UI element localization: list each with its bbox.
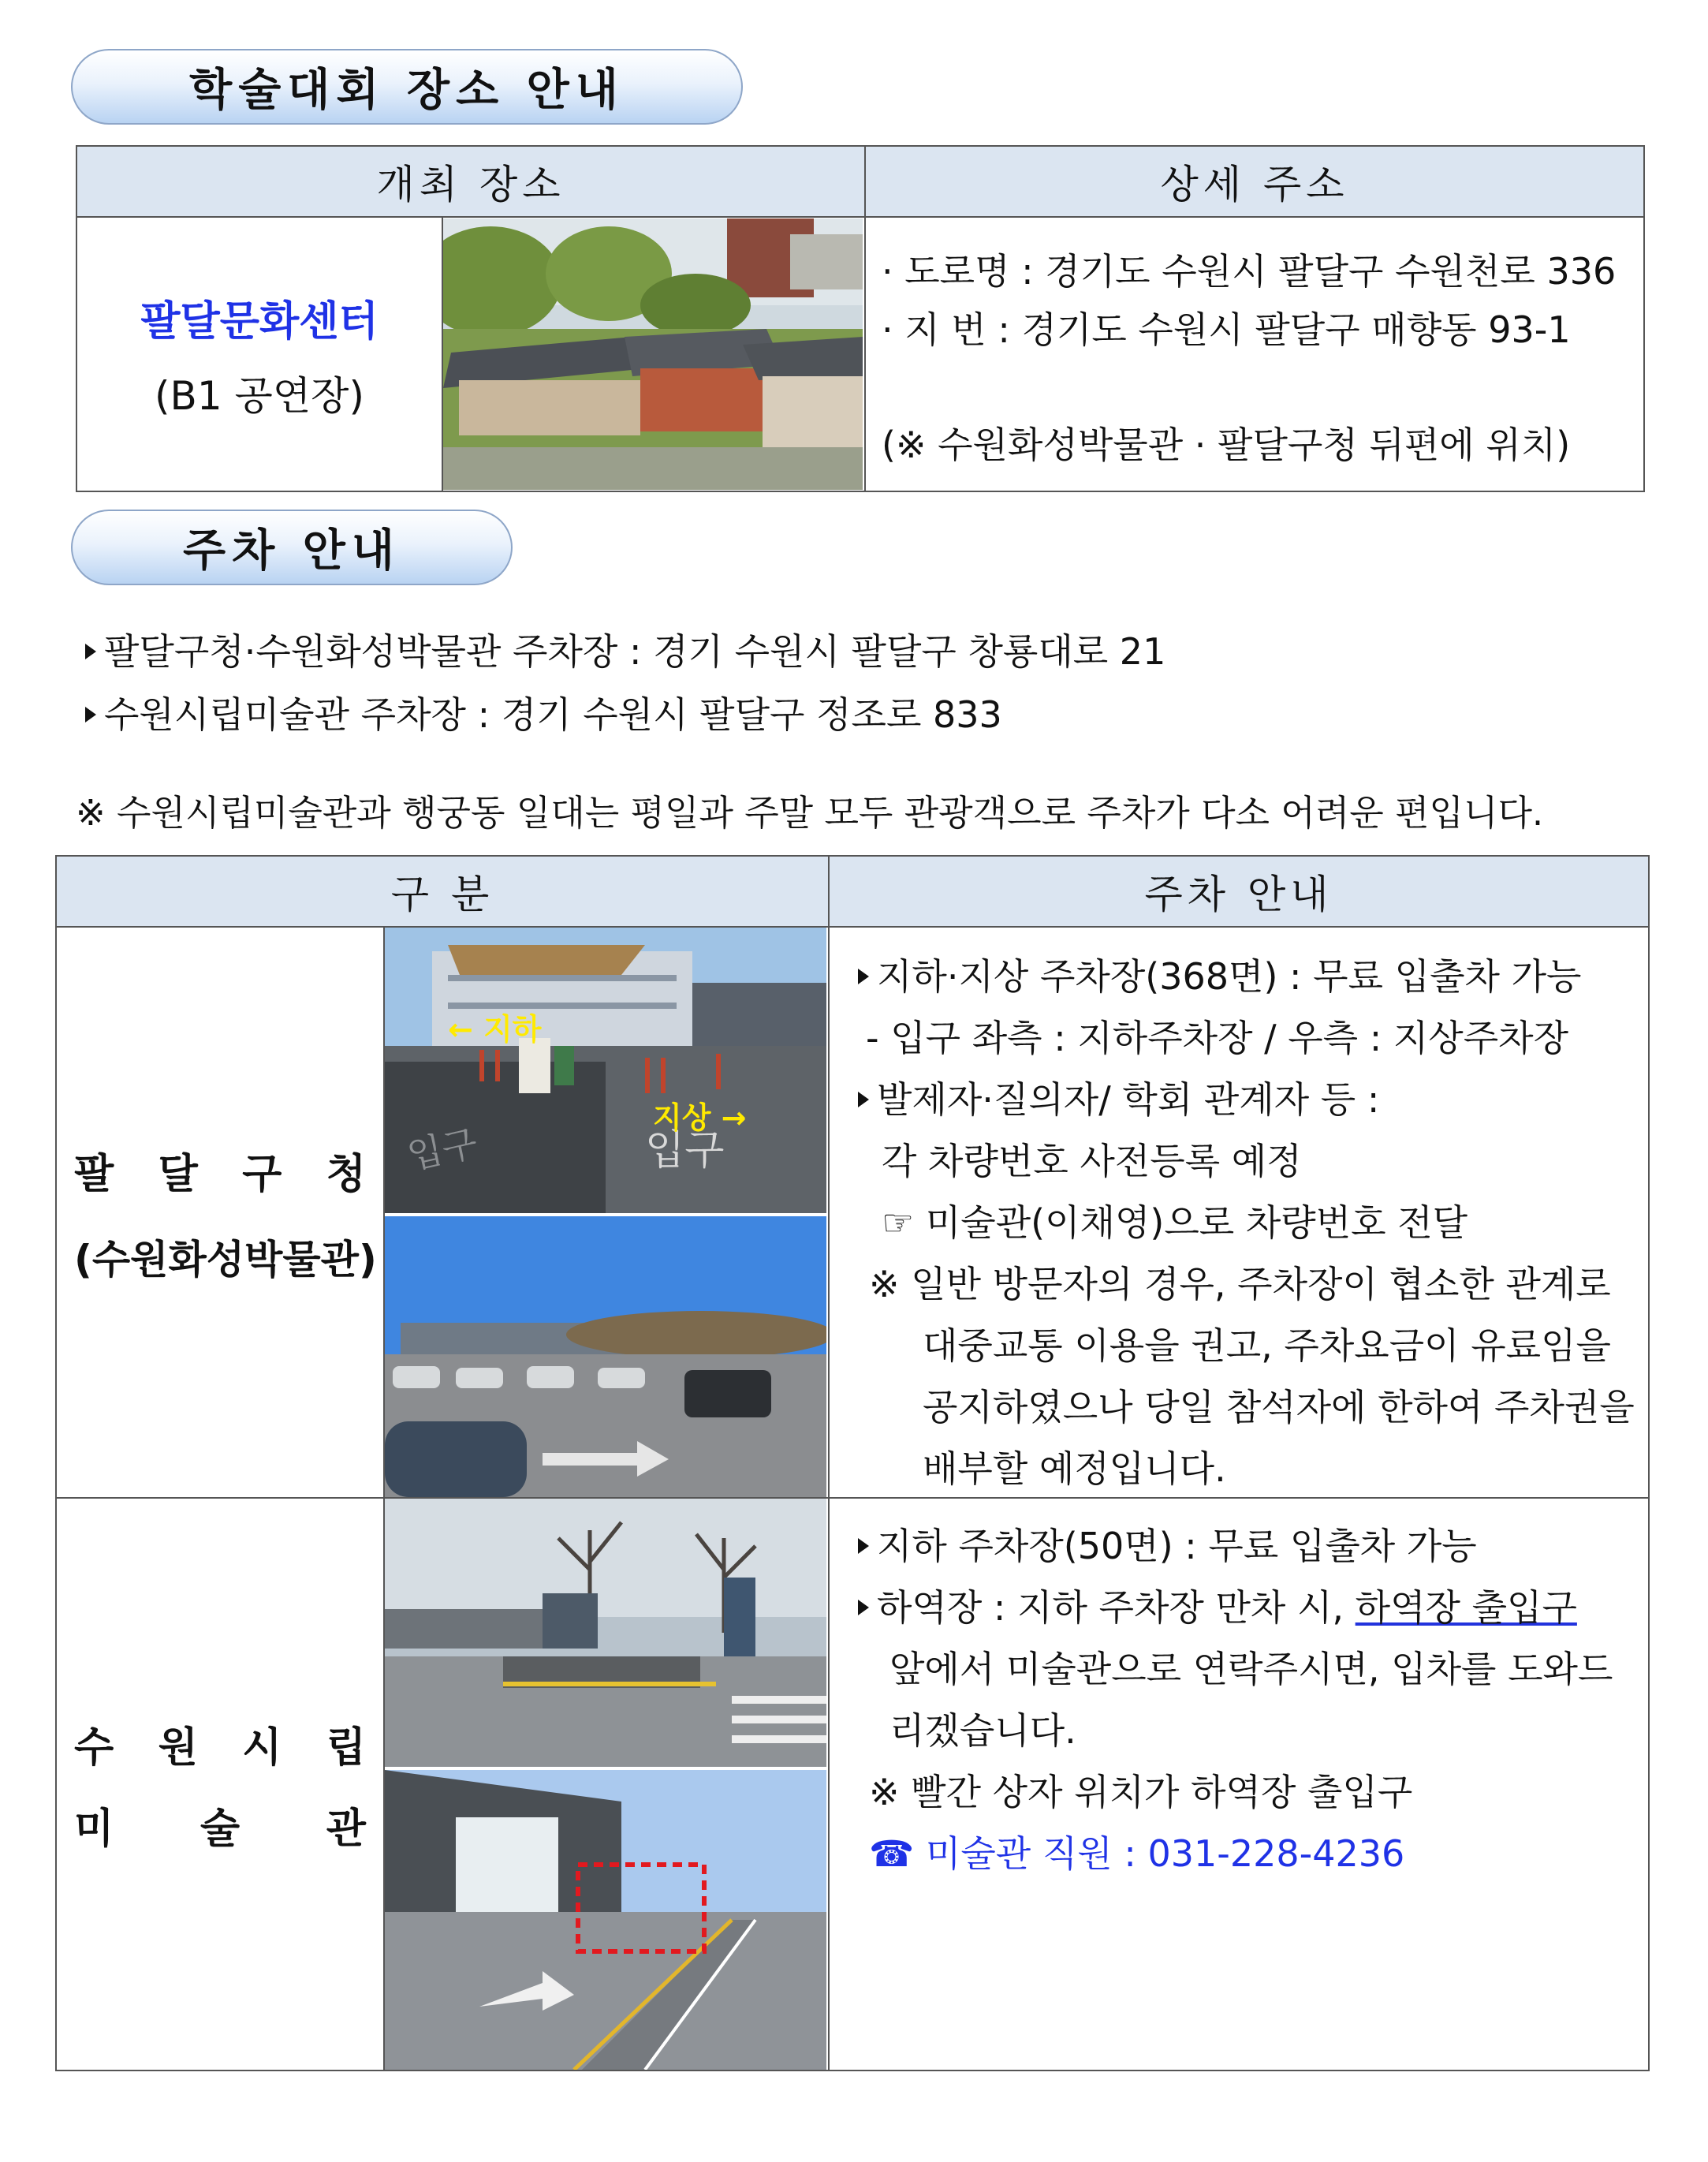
info-line: 대중교통 이용을 권고, 주차요금이 유료임을 [923, 1324, 1611, 1367]
museum-entrance-photo [385, 1499, 826, 1767]
col-venue-address: 상세 주소 [865, 146, 1644, 217]
parking-heading: 주차 안내 [71, 510, 513, 585]
col-parking-info: 주차 안내 [829, 856, 1649, 927]
venue-name-cell [76, 217, 442, 491]
row-name-museum [56, 1498, 384, 2071]
col-category: 구 분 [56, 856, 829, 927]
paldal-info [829, 927, 1649, 1498]
info-line: 배부할 예정입니다. [923, 1447, 1226, 1490]
museum-photos [384, 1498, 829, 2071]
parking-warning: ※ 수원시립미술관과 행궁동 일대는 평일과 주말 모두 관광객으로 주차가 다소 어려운 편입니다. [76, 792, 1544, 834]
info-line: - 입구 좌측 : 지하주차장 / 우측 : 지상주차장 [866, 1017, 1569, 1059]
info-line: 지하 주차장(50면) : 무료 입출차 가능 [858, 1518, 1477, 1570]
info-line: 하역장 : 지하 주차장 만차 시, 하역장 출입구 [858, 1579, 1577, 1631]
info-line: ☞ 미술관(이채영)으로 차량번호 전달 [882, 1201, 1468, 1244]
info-line: 발제자·질의자/ 학회 관계자 등 : [858, 1071, 1379, 1123]
address-lot: · 지 번 : 경기도 수원시 팔달구 매향동 93-1 [882, 308, 1571, 351]
parking-item: 팔달구청·수원화성박물관 주차장 : 경기 수원시 팔달구 창룡대로 21 [85, 623, 1165, 675]
venue-heading: 학술대회 장소 안내 [71, 49, 743, 125]
paldal-entrance-photo [385, 928, 826, 1213]
bullet-triangle-icon [85, 644, 96, 659]
address-note: (※ 수원화성박물관 · 팔달구청 뒤편에 위치) [882, 424, 1571, 466]
museum-phone: ☎ 미술관 직원 : 031-228-4236 [869, 1832, 1405, 1875]
bullet-triangle-icon [85, 707, 96, 723]
venue-name: 팔달문화센터 [140, 297, 379, 345]
venue-address-cell [865, 217, 1644, 491]
address-road: · 도로명 : 경기도 수원시 팔달구 수원천로 336 [882, 250, 1617, 293]
row-name-paldal [56, 927, 384, 1498]
info-line: ※ 일반 방문자의 경우, 주차장이 협소한 관계로 [869, 1263, 1611, 1305]
info-line: ※ 빨간 상자 위치가 하역장 출입구 [869, 1771, 1413, 1813]
svg-text:입구: 입구 [403, 1121, 481, 1178]
parking-item: 수원시립미술관 주차장 : 경기 수원시 팔달구 정조로 833 [85, 686, 1002, 738]
info-line: 공지하였으나 당일 참석자에 한하여 주차권을 [923, 1386, 1635, 1428]
label-underground: ← 지하 [448, 1012, 542, 1047]
row-name-line2: 미 술 관 [74, 1805, 366, 1853]
parking-table [55, 855, 1650, 2071]
row-name-line1: 수 원 시 립 [74, 1724, 366, 1772]
bullet-triangle-icon [858, 1600, 869, 1615]
venue-hall: (B1 공연장) [155, 372, 364, 419]
paldal-lot-photo [385, 1213, 826, 1497]
info-line: 앞에서 미술관으로 연락주시면, 입차를 도와드 [889, 1648, 1613, 1690]
venue-photo [442, 217, 865, 491]
paldal-photos [384, 927, 829, 1498]
museum-info [829, 1498, 1649, 2071]
bullet-triangle-icon [858, 1538, 869, 1554]
info-line: 각 차량번호 사전등록 예정 [882, 1140, 1302, 1182]
museum-loading-photo [385, 1767, 826, 2070]
col-venue-place: 개최 장소 [76, 146, 865, 217]
info-line: 리겠습니다. [889, 1709, 1076, 1752]
row-name-line2: (수원화성박물관) [74, 1236, 377, 1283]
info-line: 지하·지상 주차장(368면) : 무료 입출차 가능 [858, 948, 1581, 1000]
venue-table [76, 145, 1645, 492]
label-ground: 지상 → [653, 1100, 747, 1135]
row-name-line1: 팔 달 구 청 [74, 1150, 366, 1198]
bullet-triangle-icon [858, 969, 869, 984]
svg-text:입구: 입구 [645, 1127, 725, 1174]
bullet-triangle-icon [858, 1092, 869, 1107]
